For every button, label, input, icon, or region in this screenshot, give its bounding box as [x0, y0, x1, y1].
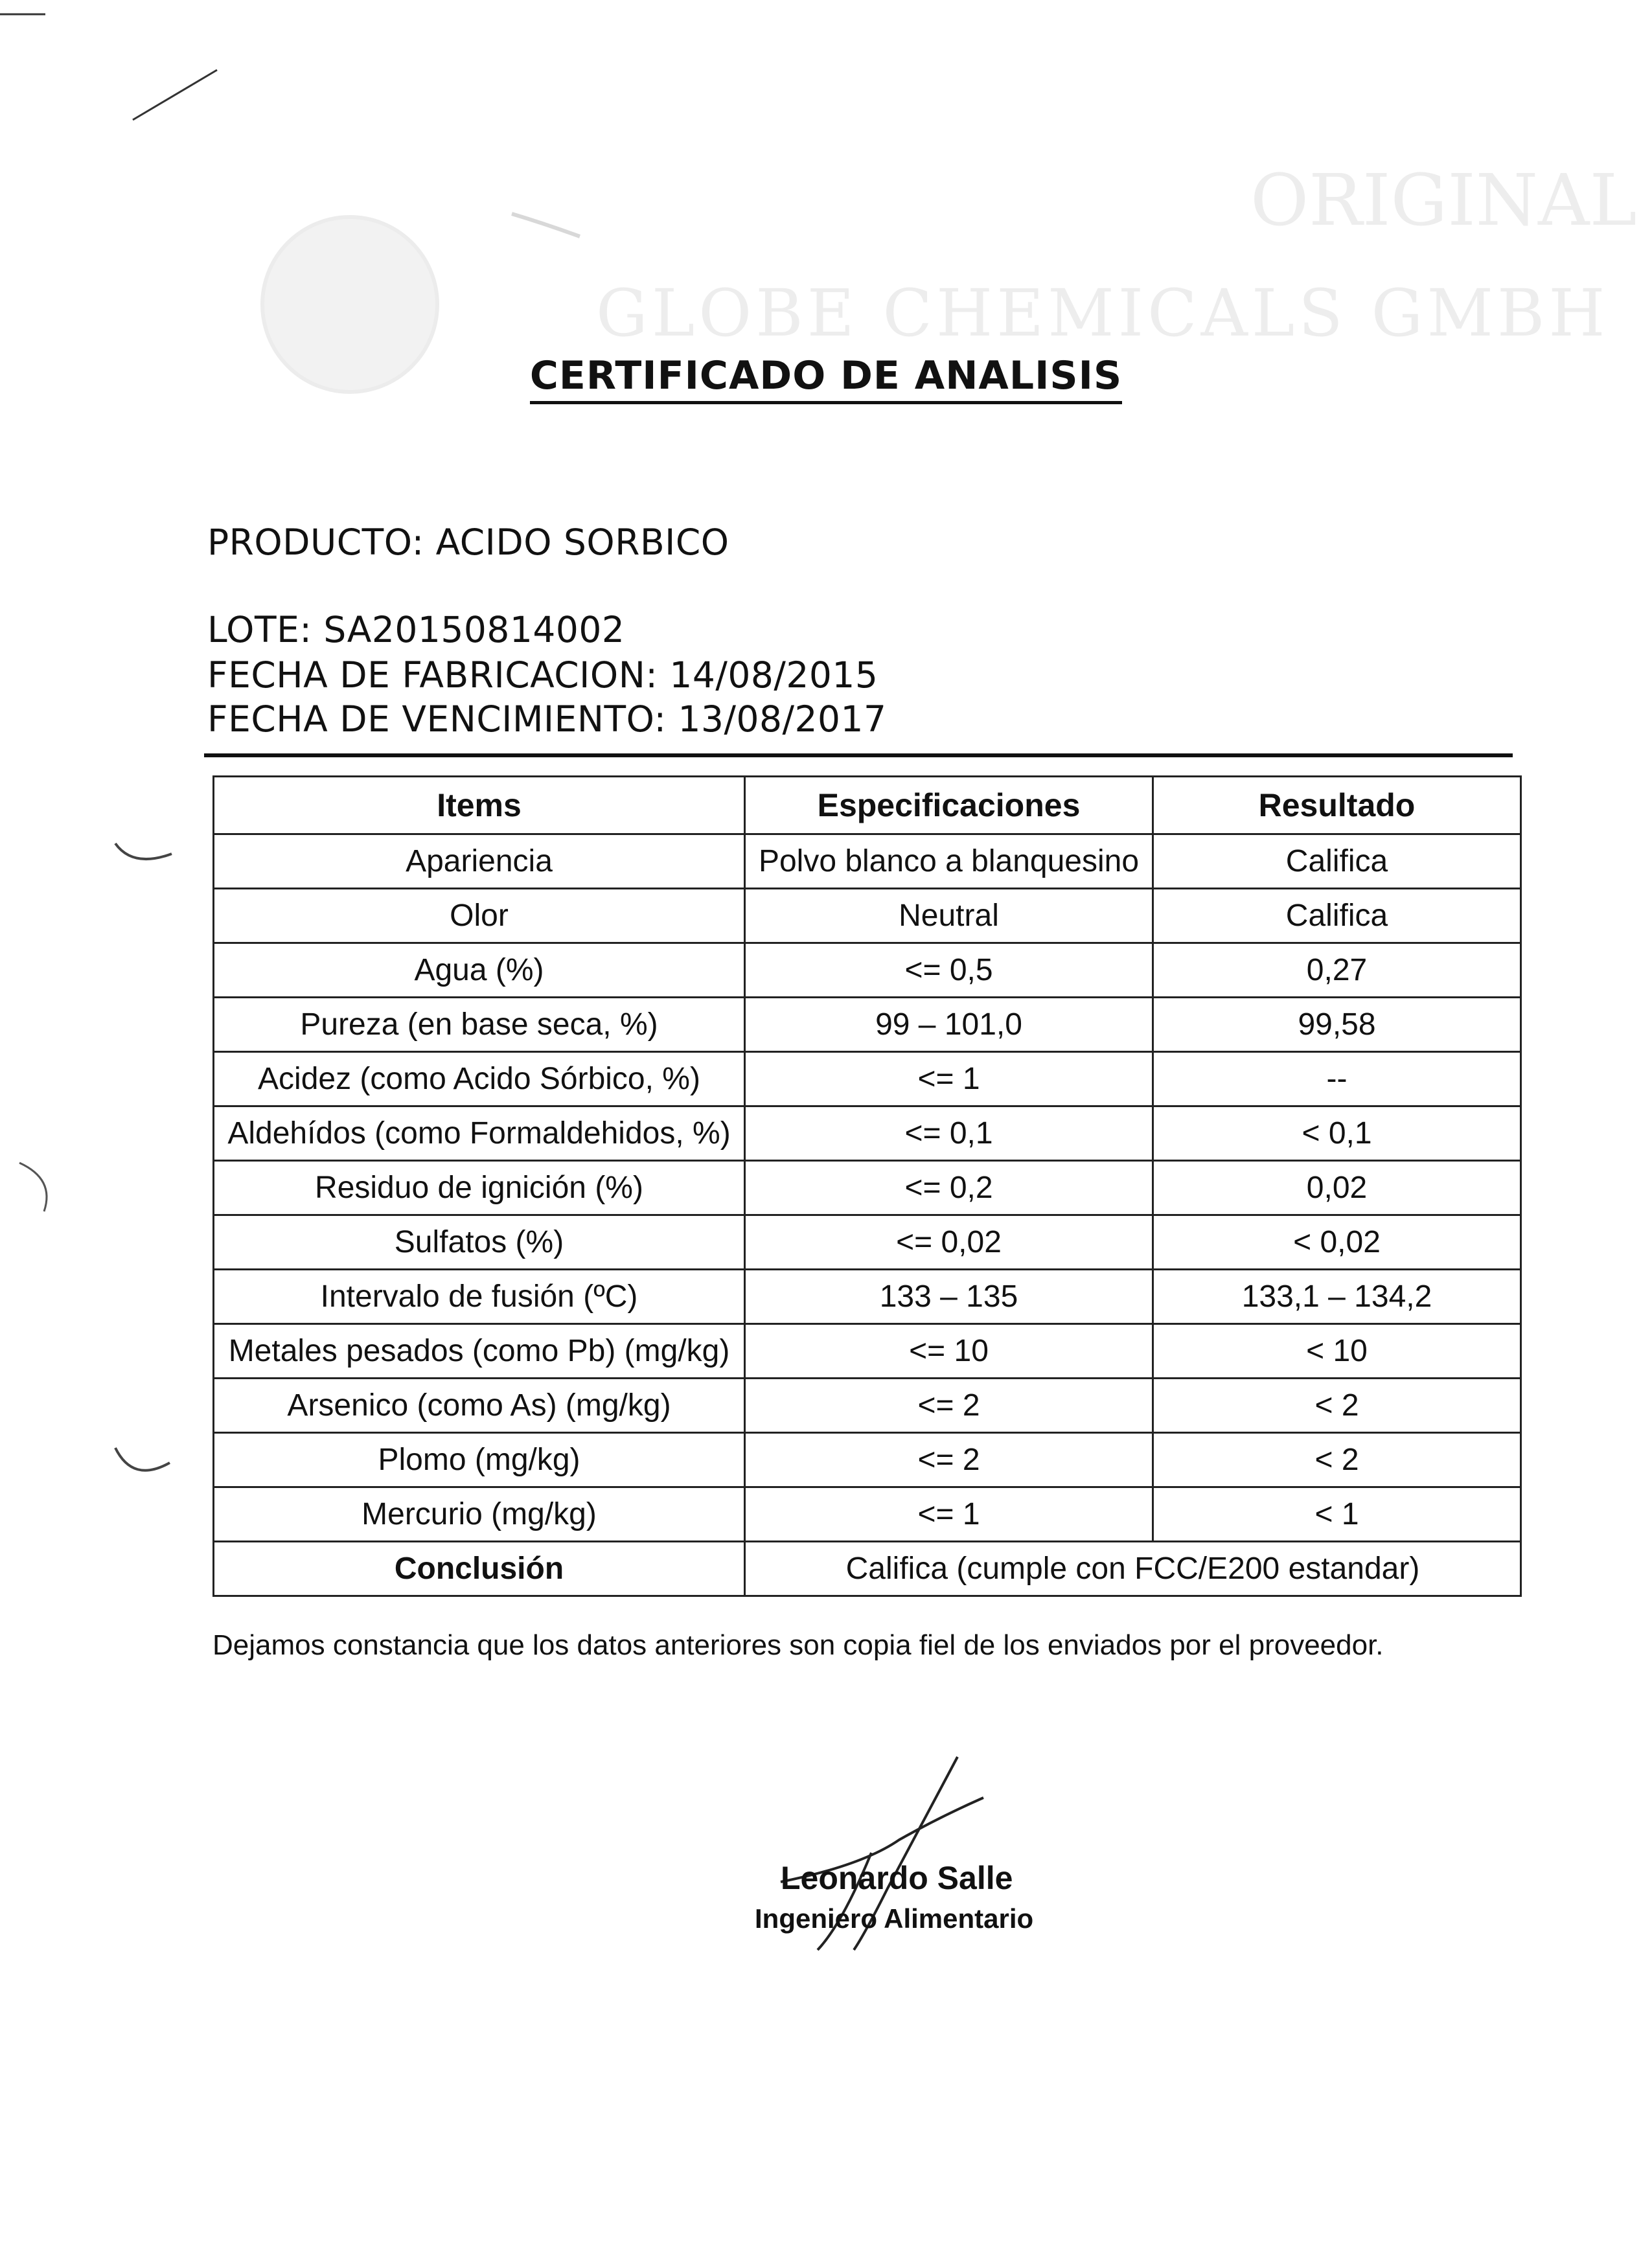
table-row — [214, 1379, 1521, 1433]
cell-item: Pureza (en base seca, %) — [214, 998, 745, 1052]
cell-item: Arsenico (como As) (mg/kg) — [214, 1379, 745, 1433]
table-row — [214, 889, 1521, 943]
manufacture-date-line: FECHA DE FABRICACION: 14/08/2015 — [207, 654, 878, 696]
cell-item: Aldehídos (como Formaldehidos, %) — [214, 1106, 745, 1161]
cell-result: 0,27 — [1153, 943, 1521, 998]
header-specifications: Especificaciones — [745, 777, 1153, 834]
table-row — [214, 943, 1521, 998]
table-row — [214, 1052, 1521, 1106]
conclusion-row — [214, 1542, 1521, 1596]
cell-spec: <= 0,02 — [745, 1215, 1153, 1270]
cell-spec: <= 2 — [745, 1433, 1153, 1487]
cell-result: Califica — [1153, 889, 1521, 943]
cell-spec: Neutral — [745, 889, 1153, 943]
cell-spec: 99 – 101,0 — [745, 998, 1153, 1052]
punch-hole-top-icon — [115, 843, 172, 859]
table-row — [214, 1270, 1521, 1324]
cell-result: Califica — [1153, 834, 1521, 889]
cell-spec: Polvo blanco a blanquesino — [745, 834, 1153, 889]
cell-item: Metales pesados (como Pb) (mg/kg) — [214, 1324, 745, 1379]
cell-spec: <= 10 — [745, 1324, 1153, 1379]
cell-item: Sulfatos (%) — [214, 1215, 745, 1270]
certification-note: Dejamos constancia que los datos anteriores son copia fiel de los enviados por el proveedor. — [212, 1629, 1384, 1661]
cell-result: 133,1 – 134,2 — [1153, 1270, 1521, 1324]
cell-result: < 2 — [1153, 1379, 1521, 1433]
table-row — [214, 1433, 1521, 1487]
cell-spec: <= 0,1 — [745, 1106, 1153, 1161]
conclusion-label: Conclusión — [214, 1542, 745, 1596]
lot-line: LOTE: SA20150814002 — [207, 609, 625, 650]
cell-result: < 10 — [1153, 1324, 1521, 1379]
cell-spec: 133 – 135 — [745, 1270, 1153, 1324]
conclusion-value: Califica (cumple con FCC/E200 estandar) — [745, 1542, 1521, 1596]
analysis-table — [212, 775, 1522, 1597]
cell-item: Mercurio (mg/kg) — [214, 1487, 745, 1542]
cell-item: Plomo (mg/kg) — [214, 1433, 745, 1487]
cell-spec: <= 2 — [745, 1379, 1153, 1433]
cell-result: 0,02 — [1153, 1161, 1521, 1215]
cell-item: Intervalo de fusión (ºC) — [214, 1270, 745, 1324]
cell-result: < 0,1 — [1153, 1106, 1521, 1161]
table-row — [214, 834, 1521, 889]
product-line: PRODUCTO: ACIDO SORBICO — [207, 521, 729, 563]
cell-spec: <= 1 — [745, 1487, 1153, 1542]
watermark-company: GLOBE CHEMICALS GMBH — [596, 275, 1609, 351]
table-row — [214, 998, 1521, 1052]
cell-item: Apariencia — [214, 834, 745, 889]
punch-hole-bottom-icon — [115, 1448, 170, 1471]
cell-item: Agua (%) — [214, 943, 745, 998]
cell-result: < 2 — [1153, 1433, 1521, 1487]
header-items: Items — [214, 777, 745, 834]
table-row — [214, 1487, 1521, 1542]
cell-spec: <= 1 — [745, 1052, 1153, 1106]
cell-item: Olor — [214, 889, 745, 943]
table-row — [214, 1324, 1521, 1379]
page-title-text: CERTIFICADO DE ANALISIS — [530, 353, 1122, 404]
cell-result: < 1 — [1153, 1487, 1521, 1542]
cell-item: Residuo de ignición (%) — [214, 1161, 745, 1215]
table-row — [214, 1106, 1521, 1161]
cell-result: 99,58 — [1153, 998, 1521, 1052]
cell-spec: <= 0,2 — [745, 1161, 1153, 1215]
table-row — [214, 1215, 1521, 1270]
divider-rule — [204, 753, 1513, 757]
cell-result: -- — [1153, 1052, 1521, 1106]
header-result: Resultado — [1153, 777, 1521, 834]
table-header-row — [214, 777, 1521, 834]
expiry-date-line: FECHA DE VENCIMIENTO: 13/08/2017 — [207, 698, 887, 740]
watermark-original: ORIGINAL — [1250, 159, 1637, 242]
signatory-role: Ingeniero Alimentario — [755, 1903, 1034, 1934]
pen-mark-icon — [133, 70, 217, 120]
cell-result: < 0,02 — [1153, 1215, 1521, 1270]
signatory-name: Leonardo Salle — [781, 1860, 1013, 1896]
page-title — [0, 353, 1652, 398]
cell-spec: <= 0,5 — [745, 943, 1153, 998]
table-row — [214, 1161, 1521, 1215]
cell-item: Acidez (como Acido Sórbico, %) — [214, 1052, 745, 1106]
